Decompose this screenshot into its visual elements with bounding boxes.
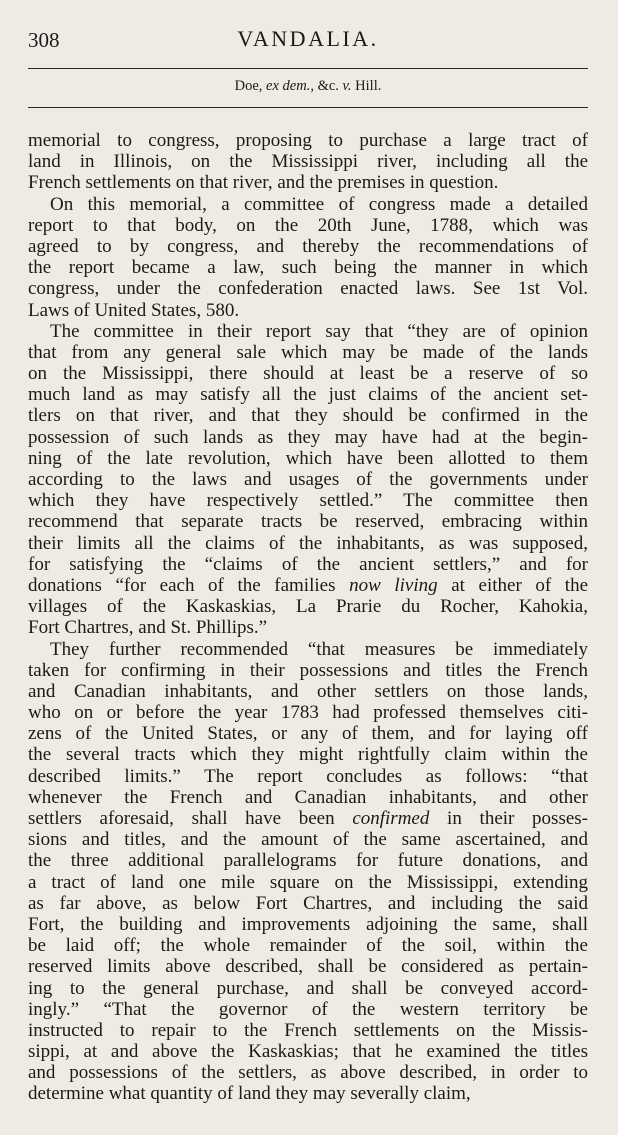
text-line: which they have respectively settled.” The committee then [28, 490, 588, 512]
text-line: memorial to congress, proposing to purchase a large tract of [28, 130, 588, 151]
text-line: French settlements on that river, and the premises in question. [28, 172, 499, 194]
text-line: donations “for each of the families now living at either of the [28, 574, 588, 596]
text-line: instructed to repair to the French settlements on the Missis- [28, 1019, 588, 1041]
text-line: The committee in their report say that “they are of opinion [50, 320, 588, 342]
header-rule-bottom [28, 107, 588, 108]
text-line: the report became a law, such being the manner in which [28, 257, 588, 279]
text-line: Fort, the building and improvements adjoining the same, shall [28, 913, 588, 935]
text-line: congress, under the confederation enacted laws. See 1st Vol. [28, 278, 588, 300]
text-line: who on or before the year 1783 had professed themselves citi- [28, 702, 588, 724]
text-line: villages of the Kaskaskias, La Prarie du Rocher, Kahokia, [28, 596, 588, 618]
text-line: ingly.” “That the governor of the western territory be [28, 998, 588, 1020]
text-line: the three additional parallelograms for future donations, and [28, 850, 588, 872]
text-line: possession of such lands as they may have had at the begin- [28, 426, 588, 448]
text-line: Fort Chartres, and St. Phillips.” [28, 617, 268, 639]
text-line: On this memorial, a committee of congress made a detailed [50, 193, 588, 215]
text-line: ning of the late revolution, which have been allotted to them [28, 447, 588, 469]
text-line: a tract of land one mile square on the Mississippi, extending [28, 871, 588, 893]
text-line: tlers on that river, and that they should be confirmed in the [28, 405, 588, 427]
text-line: that from any general sale which may be made of the lands [28, 341, 588, 363]
text-line: on the Mississippi, there should at least be a reserve of so [28, 363, 588, 385]
text-line: for satisfying the “claims of the ancient settlers,” and for [28, 553, 588, 575]
text-line: sions and titles, and the amount of the same ascertained, and [28, 829, 588, 851]
header-rule-top [28, 68, 588, 69]
text-line: Laws of United States, 580. [28, 299, 240, 321]
text-line: determine what quantity of land they may severally claim, [28, 1083, 471, 1105]
text-line: report to that body, on the 20th June, 1788, which was [28, 214, 588, 236]
text-line: sippi, at and above the Kaskaskias; that he examined the titles [28, 1041, 588, 1063]
case-title: Doe, ex dem., &c. v. Hill. [234, 78, 382, 94]
text-line: whenever the French and Canadian inhabitants, and other [28, 786, 588, 808]
text-line: described limits.” The report concludes as follows: “that [28, 765, 588, 787]
text-line: according to the laws and usages of the governments under [28, 469, 588, 490]
text-line: and possessions of the settlers, as above described, in order to [28, 1062, 588, 1084]
text-line: and Canadian inhabitants, and other settlers on those lands, [28, 680, 588, 702]
running-title: VANDALIA. [237, 26, 379, 51]
page-number: 308 [28, 28, 60, 52]
text-line: the several tracts which they might rightfully claim within the [28, 744, 588, 766]
text-line: be laid off; the whole remainder of the soil, within the [28, 935, 588, 957]
text-line: agreed to by congress, and thereby the recommendations of [28, 235, 588, 257]
text-line: zens of the United States, or any of them, and for laying off [28, 723, 588, 745]
text-line: ing to the general purchase, and shall be conveyed accord- [28, 977, 588, 999]
text-line: land in Illinois, on the Mississippi river, including all the [28, 151, 588, 173]
text-line: much land as may satisfy all the just claims of the ancient set- [28, 384, 588, 406]
text-line: reserved limits above described, shall be considered as pertain- [28, 956, 588, 978]
body-text [28, 130, 588, 1105]
text-line: They further recommended “that measures be immediately [50, 638, 588, 660]
text-line: as far above, as below Fort Chartres, and including the said [28, 892, 588, 914]
text-line: settlers aforesaid, shall have been confirmed in their posses- [28, 808, 588, 829]
text-line: recommend that separate tracts be reserved, embracing within [28, 511, 588, 533]
page-header [28, 28, 588, 58]
text-line: their limits all the claims of the inhabitants, as was supposed, [28, 532, 588, 554]
text-line: taken for confirming in their possessions and titles the French [28, 659, 588, 681]
